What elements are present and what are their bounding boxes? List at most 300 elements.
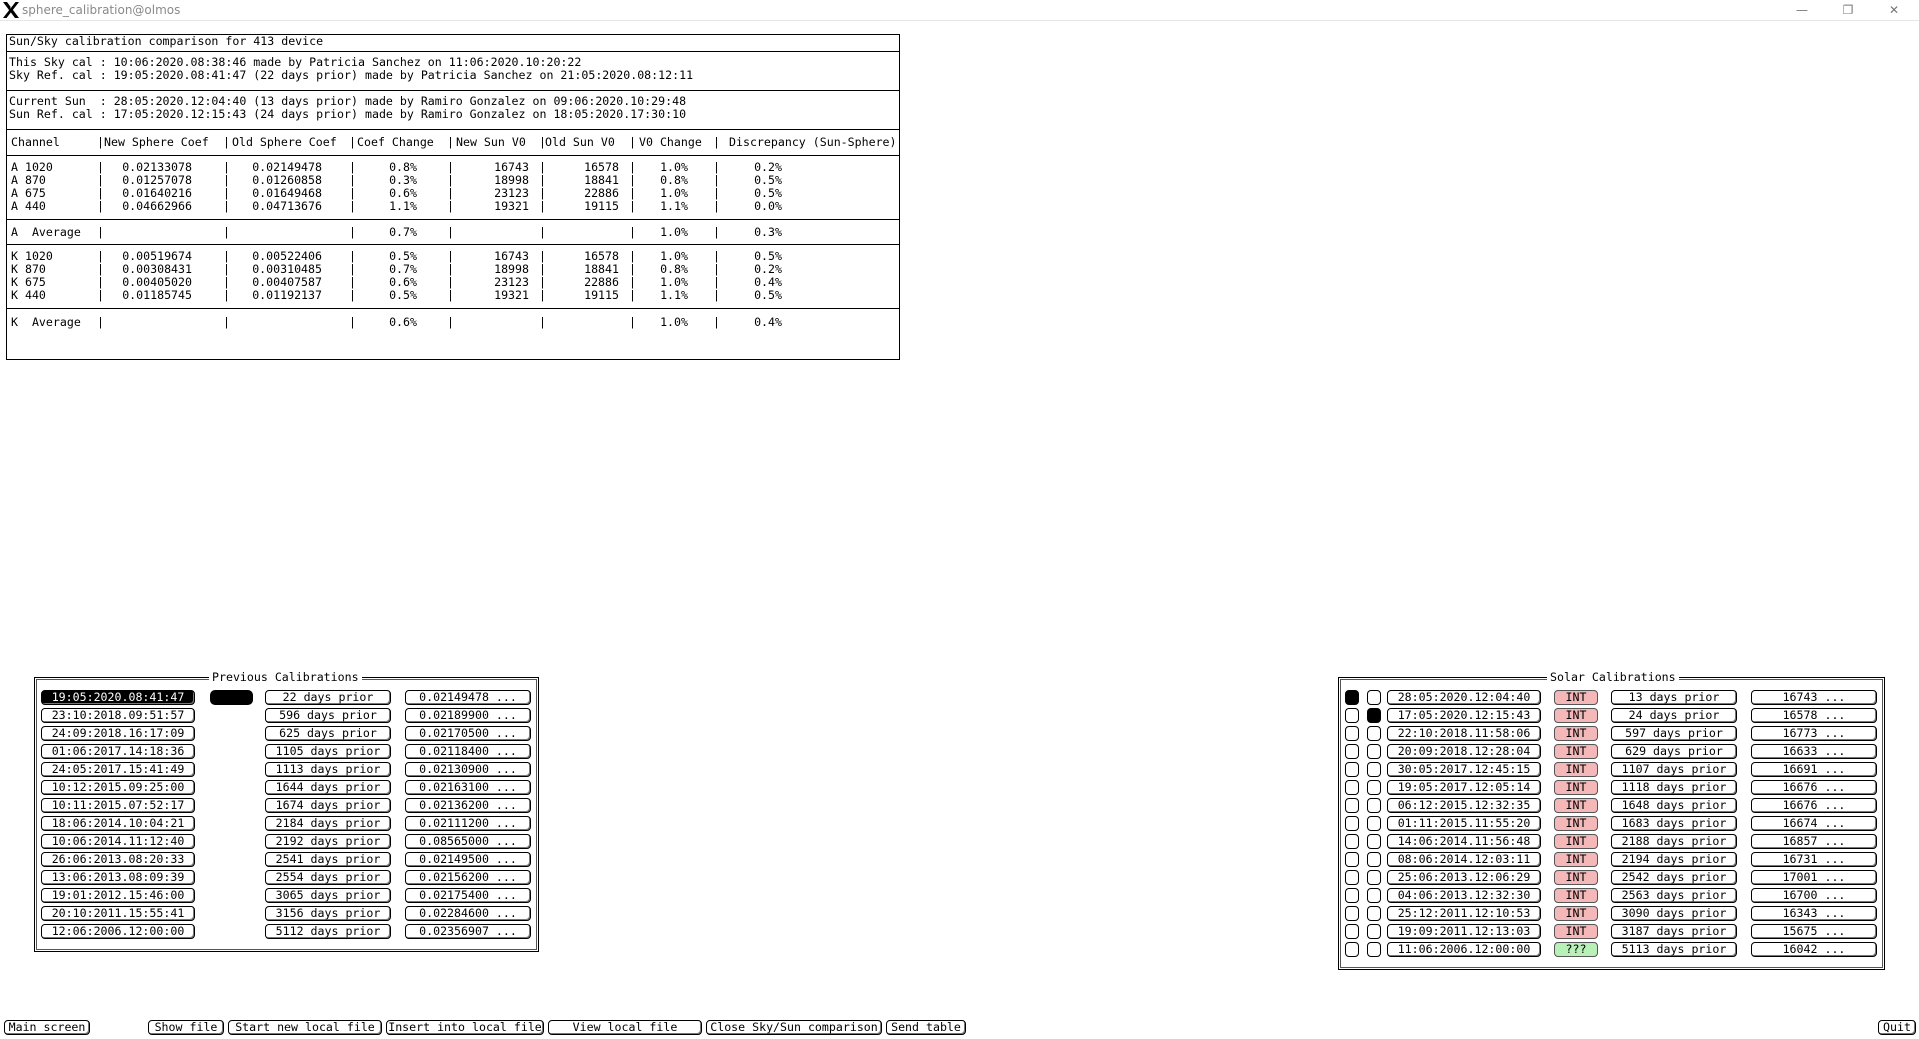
- solar-cal-date-button[interactable]: 19:05:2017.12:05:14: [1387, 780, 1541, 795]
- sky-ref-line: Sky Ref. cal : 19:05:2020.08:41:47 (22 days prior) made by Patricia Sanchez on 21:05:2020.08:12:11: [9, 68, 694, 82]
- view-local-file-button[interactable]: View local file: [548, 1020, 702, 1035]
- column-separator: |: [223, 199, 230, 213]
- previous-cal-value-button[interactable]: 0.02136200 ...: [405, 798, 531, 813]
- column-separator: |: [447, 135, 454, 149]
- table-row: [9, 262, 899, 275]
- solar-cal-prior-button[interactable]: 1683 days prior: [1611, 816, 1737, 831]
- previous-cal-prior-button[interactable]: 1105 days prior: [265, 744, 391, 759]
- sun-ref-line: Sun Ref. cal : 17:05:2020.12:15:43 (24 days prior) made by Ramiro Gonzalez on 18:05:2020.17:30:10: [9, 107, 687, 121]
- cell-5: 22886: [584, 275, 619, 289]
- previous-cal-prior-button[interactable]: 3156 days prior: [265, 906, 391, 921]
- cell-5: 19115: [584, 199, 619, 213]
- current-sun-radio[interactable]: [1345, 762, 1359, 777]
- previous-cal-value-button[interactable]: 0.02356907 ...: [405, 924, 531, 939]
- solar-cal-value-button[interactable]: 16343 ...: [1751, 906, 1877, 921]
- cell-1: 0.00308431: [122, 262, 192, 276]
- column-separator: |: [97, 173, 104, 187]
- cell-4: 23123: [494, 186, 529, 200]
- aod-average-row: [7, 220, 899, 245]
- reference-sun-radio[interactable]: [1367, 690, 1381, 705]
- previous-cal-prior-button[interactable]: 3065 days prior: [265, 888, 391, 903]
- cell-0: K Average: [11, 315, 81, 329]
- solar-cal-value-button[interactable]: 16691 ...: [1751, 762, 1877, 777]
- column-separator: |: [713, 249, 720, 263]
- cell-1: 0.01640216: [122, 186, 192, 200]
- cell-3: 0.6%: [389, 275, 417, 289]
- cell-4: 23123: [494, 275, 529, 289]
- cell-4: 18998: [494, 262, 529, 276]
- column-separator: |: [97, 199, 104, 213]
- previous-cal-date-button[interactable]: 23:10:2018.09:51:57: [41, 708, 195, 723]
- k-average-row: [7, 309, 899, 357]
- cell-3: 0.6%: [389, 186, 417, 200]
- solar-cal-date-button[interactable]: 06:12:2015.12:32:35: [1387, 798, 1541, 813]
- column-separator: |: [97, 135, 104, 149]
- current-sun-radio[interactable]: [1345, 906, 1359, 921]
- cell-4: 19321: [494, 199, 529, 213]
- cell-6: 1.0%: [660, 315, 688, 329]
- solar-cal-value-button[interactable]: 16676 ...: [1751, 780, 1877, 795]
- cell-0: K 675: [11, 275, 46, 289]
- column-separator: |: [447, 186, 454, 200]
- previous-cal-value-button[interactable]: 0.02284600 ...: [405, 906, 531, 921]
- show-file-button[interactable]: Show file: [148, 1020, 224, 1035]
- solar-cal-date-button[interactable]: 19:09:2011.12:13:03: [1387, 924, 1541, 939]
- cell-7: 0.5%: [754, 186, 782, 200]
- column-separator: |: [713, 135, 720, 149]
- column-separator: |: [713, 173, 720, 187]
- solar-cal-value-button[interactable]: 16674 ...: [1751, 816, 1877, 831]
- solar-cal-value-button[interactable]: 16857 ...: [1751, 834, 1877, 849]
- reference-sun-radio[interactable]: [1367, 744, 1381, 759]
- insert-into-local-file-button[interactable]: Insert into local file: [386, 1020, 544, 1035]
- previous-cal-value-button[interactable]: 0.02149500 ...: [405, 852, 531, 867]
- cell-6: 0.8%: [660, 173, 688, 187]
- previous-cal-date-button[interactable]: 10:12:2015.09:25:00: [41, 780, 195, 795]
- cell-6: 1.1%: [660, 199, 688, 213]
- solar-cal-prior-button[interactable]: 2563 days prior: [1611, 888, 1737, 903]
- column-separator: |: [97, 262, 104, 276]
- previous-cal-date-button[interactable]: 24:09:2018.16:17:09: [41, 726, 195, 741]
- solar-calibrations-title: Solar Calibrations: [1547, 670, 1679, 684]
- solar-cal-value-button[interactable]: 17001 ...: [1751, 870, 1877, 885]
- header-4: New Sun V0: [456, 135, 526, 149]
- cell-3: 0.3%: [389, 173, 417, 187]
- previous-cal-date-button[interactable]: 18:06:2014.10:04:21: [41, 816, 195, 831]
- x11-logo-icon: [2, 1, 20, 19]
- cell-2: 0.01649468: [252, 186, 322, 200]
- column-separator: |: [447, 275, 454, 289]
- solar-cal-value-button[interactable]: 16773 ...: [1751, 726, 1877, 741]
- solar-cal-date-button[interactable]: 30:05:2017.12:45:15: [1387, 762, 1541, 777]
- column-separator: |: [629, 262, 636, 276]
- previous-cal-value-button[interactable]: 0.02118400 ...: [405, 744, 531, 759]
- column-separator: |: [223, 288, 230, 302]
- cell-5: 18841: [584, 262, 619, 276]
- current-sun-radio[interactable]: [1345, 780, 1359, 795]
- cell-1: 0.01257078: [122, 173, 192, 187]
- previous-cal-prior-button[interactable]: 22 days prior: [265, 690, 391, 705]
- solar-cal-type-badge[interactable]: INT: [1554, 708, 1598, 723]
- cell-1: 0.01185745: [122, 288, 192, 302]
- calibration-comparison-report: [6, 34, 900, 360]
- cell-1: 0.02133078: [122, 160, 192, 174]
- header-0: Channel: [11, 135, 60, 149]
- reference-sun-radio[interactable]: [1367, 870, 1381, 885]
- previous-cal-date-button[interactable]: 24:05:2017.15:41:49: [41, 762, 195, 777]
- cell-3: 0.7%: [389, 225, 417, 239]
- previous-cal-value-button[interactable]: 0.02189900 ...: [405, 708, 531, 723]
- reference-sun-radio[interactable]: [1367, 816, 1381, 831]
- restore-icon[interactable]: ❐: [1842, 3, 1854, 17]
- previous-cal-prior-button[interactable]: 1113 days prior: [265, 762, 391, 777]
- column-separator: |: [223, 275, 230, 289]
- reference-sun-radio[interactable]: [1367, 834, 1381, 849]
- cell-7: 0.5%: [754, 249, 782, 263]
- cell-6: 1.0%: [660, 275, 688, 289]
- column-separator: |: [223, 249, 230, 263]
- column-separator: |: [539, 186, 546, 200]
- cell-2: 0.01260858: [252, 173, 322, 187]
- column-separator: |: [97, 160, 104, 174]
- current-sun-radio[interactable]: [1345, 708, 1359, 723]
- current-sun-radio[interactable]: [1345, 744, 1359, 759]
- column-separator: |: [539, 225, 546, 239]
- solar-cal-date-button[interactable]: 22:10:2018.11:58:06: [1387, 726, 1541, 741]
- solar-cal-prior-button[interactable]: 3187 days prior: [1611, 924, 1737, 939]
- solar-cal-type-badge[interactable]: INT: [1554, 888, 1598, 903]
- cell-6: 1.0%: [660, 160, 688, 174]
- solar-cal-date-button[interactable]: 04:06:2013.12:32:30: [1387, 888, 1541, 903]
- cell-7: 0.4%: [754, 275, 782, 289]
- main-screen-button[interactable]: Main screen: [4, 1020, 90, 1035]
- table-row: [9, 160, 899, 173]
- previous-cal-value-button[interactable]: 0.02130900 ...: [405, 762, 531, 777]
- reference-sun-radio[interactable]: [1367, 762, 1381, 777]
- reference-sun-radio[interactable]: [1367, 942, 1381, 957]
- cell-1: 0.04662966: [122, 199, 192, 213]
- cell-6: 1.0%: [660, 225, 688, 239]
- cell-5: 22886: [584, 186, 619, 200]
- column-separator: |: [629, 186, 636, 200]
- previous-cal-value-button[interactable]: 0.08565000 ...: [405, 834, 531, 849]
- column-separator: |: [223, 186, 230, 200]
- previous-cal-date-button[interactable]: 19:05:2020.08:41:47: [41, 690, 195, 705]
- previous-cal-date-button[interactable]: 10:06:2014.11:12:40: [41, 834, 195, 849]
- column-separator: |: [713, 315, 720, 329]
- cell-2: 0.00522406: [252, 249, 322, 263]
- sky-cal-line: This Sky cal : 10:06:2020.08:38:46 made by Patricia Sanchez on 11:06:2020.10:20:22: [9, 55, 582, 69]
- column-separator: |: [223, 262, 230, 276]
- solar-cal-date-button[interactable]: 01:11:2015.11:55:20: [1387, 816, 1541, 831]
- solar-cal-type-badge[interactable]: INT: [1554, 870, 1598, 885]
- cell-4: 18998: [494, 173, 529, 187]
- column-separator: |: [713, 199, 720, 213]
- previous-cal-date-button[interactable]: 20:10:2011.15:55:41: [41, 906, 195, 921]
- previous-cal-date-button[interactable]: 10:11:2015.07:52:17: [41, 798, 195, 813]
- column-separator: |: [629, 275, 636, 289]
- solar-cal-type-badge[interactable]: INT: [1554, 834, 1598, 849]
- solar-cal-prior-button[interactable]: 3090 days prior: [1611, 906, 1737, 921]
- column-separator: |: [539, 199, 546, 213]
- reference-sun-radio[interactable]: [1367, 726, 1381, 741]
- column-separator: |: [539, 135, 546, 149]
- previous-cal-prior-button[interactable]: 2541 days prior: [265, 852, 391, 867]
- table-row: [9, 225, 899, 238]
- cell-7: 0.2%: [754, 160, 782, 174]
- column-separator: |: [713, 160, 720, 174]
- solar-cal-type-badge[interactable]: ???: [1554, 942, 1598, 957]
- current-sun-radio[interactable]: [1345, 924, 1359, 939]
- current-sun-radio[interactable]: [1345, 888, 1359, 903]
- table-row: [9, 249, 899, 262]
- table-header-row: [9, 135, 899, 148]
- previous-cal-value-button[interactable]: 0.02163100 ...: [405, 780, 531, 795]
- cell-6: 1.0%: [660, 249, 688, 263]
- cell-2: 0.02149478: [252, 160, 322, 174]
- current-sun-radio[interactable]: [1345, 816, 1359, 831]
- column-separator: |: [539, 249, 546, 263]
- cell-1: 0.00405020: [122, 275, 192, 289]
- solar-cal-prior-button[interactable]: 629 days prior: [1611, 744, 1737, 759]
- solar-cal-date-button[interactable]: 11:06:2006.12:00:00: [1387, 942, 1541, 957]
- previous-cal-prior-button[interactable]: 2184 days prior: [265, 816, 391, 831]
- header-2: Old Sphere Coef: [232, 135, 337, 149]
- column-separator: |: [447, 199, 454, 213]
- column-separator: |: [539, 315, 546, 329]
- solar-cal-value-button[interactable]: 16633 ...: [1751, 744, 1877, 759]
- current-sun-radio[interactable]: [1345, 942, 1359, 957]
- table-row: [9, 173, 899, 186]
- column-separator: |: [349, 186, 356, 200]
- current-sun-radio[interactable]: [1345, 798, 1359, 813]
- table-row: [9, 288, 899, 301]
- previous-cal-prior-button[interactable]: 1644 days prior: [265, 780, 391, 795]
- previous-calibrations-group: [34, 670, 539, 952]
- current-sun-radio[interactable]: [1345, 852, 1359, 867]
- cell-2: 0.00310485: [252, 262, 322, 276]
- solar-cal-prior-button[interactable]: 597 days prior: [1611, 726, 1737, 741]
- solar-cal-prior-button[interactable]: 13 days prior: [1611, 690, 1737, 705]
- solar-cal-prior-button[interactable]: 2542 days prior: [1611, 870, 1737, 885]
- cell-7: 0.4%: [754, 315, 782, 329]
- solar-cal-type-badge[interactable]: INT: [1554, 744, 1598, 759]
- reference-sun-radio[interactable]: [1367, 852, 1381, 867]
- solar-cal-prior-button[interactable]: 5113 days prior: [1611, 942, 1737, 957]
- header-7: Discrepancy (Sun-Sphere): [729, 135, 897, 149]
- column-separator: |: [447, 249, 454, 263]
- previous-cal-date-button[interactable]: 26:06:2013.08:20:33: [41, 852, 195, 867]
- solar-calibrations-group: [1338, 670, 1885, 970]
- solar-cal-type-badge[interactable]: INT: [1554, 780, 1598, 795]
- quit-button[interactable]: Quit: [1878, 1020, 1916, 1035]
- solar-cal-prior-button[interactable]: 24 days prior: [1611, 708, 1737, 723]
- column-separator: |: [539, 275, 546, 289]
- previous-cal-prior-button[interactable]: 596 days prior: [265, 708, 391, 723]
- solar-cal-value-button[interactable]: 16700 ...: [1751, 888, 1877, 903]
- previous-cal-prior-button[interactable]: 2554 days prior: [265, 870, 391, 885]
- cell-2: 0.04713676: [252, 199, 322, 213]
- solar-cal-prior-button[interactable]: 1118 days prior: [1611, 780, 1737, 795]
- column-separator: |: [447, 315, 454, 329]
- column-separator: |: [97, 186, 104, 200]
- cell-7: 0.5%: [754, 288, 782, 302]
- solar-cal-date-button[interactable]: 25:06:2013.12:06:29: [1387, 870, 1541, 885]
- solar-cal-prior-button[interactable]: 2188 days prior: [1611, 834, 1737, 849]
- previous-cal-value-button[interactable]: 0.02111200 ...: [405, 816, 531, 831]
- cell-7: 0.5%: [754, 173, 782, 187]
- column-separator: |: [629, 160, 636, 174]
- previous-cal-value-button[interactable]: 0.02170500 ...: [405, 726, 531, 741]
- previous-cal-prior-button[interactable]: 5112 days prior: [265, 924, 391, 939]
- cell-1: 0.00519674: [122, 249, 192, 263]
- column-separator: |: [349, 288, 356, 302]
- solar-cal-prior-button[interactable]: 1107 days prior: [1611, 762, 1737, 777]
- column-separator: |: [223, 160, 230, 174]
- column-separator: |: [629, 199, 636, 213]
- solar-cal-prior-button[interactable]: 2194 days prior: [1611, 852, 1737, 867]
- previous-cal-date-button[interactable]: 01:06:2017.14:18:36: [41, 744, 195, 759]
- current-sun-radio[interactable]: [1345, 726, 1359, 741]
- previous-cal-date-button[interactable]: 12:06:2006.12:00:00: [41, 924, 195, 939]
- solar-cal-type-badge[interactable]: INT: [1554, 798, 1598, 813]
- solar-cal-value-button[interactable]: 16743 ...: [1751, 690, 1877, 705]
- minimize-icon[interactable]: —: [1796, 3, 1808, 17]
- solar-cal-date-button[interactable]: 20:09:2018.12:28:04: [1387, 744, 1541, 759]
- reference-sun-radio[interactable]: [1367, 906, 1381, 921]
- cell-5: 16578: [584, 249, 619, 263]
- cell-0: A 440: [11, 199, 46, 213]
- column-separator: |: [713, 225, 720, 239]
- table-row: [9, 315, 899, 328]
- cell-5: 16578: [584, 160, 619, 174]
- table-row: [9, 275, 899, 288]
- reference-sun-radio[interactable]: [1367, 924, 1381, 939]
- cell-4: 16743: [494, 249, 529, 263]
- solar-cal-date-button[interactable]: 14:06:2014.11:56:48: [1387, 834, 1541, 849]
- column-separator: |: [349, 199, 356, 213]
- cell-2: 0.00407587: [252, 275, 322, 289]
- previous-cal-date-button[interactable]: 19:01:2012.15:46:00: [41, 888, 195, 903]
- previous-cal-value-button[interactable]: 0.02156200 ...: [405, 870, 531, 885]
- column-separator: |: [629, 249, 636, 263]
- previous-cal-prior-button[interactable]: 625 days prior: [265, 726, 391, 741]
- solar-cal-prior-button[interactable]: 1648 days prior: [1611, 798, 1737, 813]
- column-separator: |: [447, 173, 454, 187]
- reference-sun-radio[interactable]: [1367, 708, 1381, 723]
- solar-cal-value-button[interactable]: 16676 ...: [1751, 798, 1877, 813]
- column-separator: |: [629, 315, 636, 329]
- window-title: sphere_calibration@olmos: [22, 3, 181, 17]
- column-separator: |: [97, 249, 104, 263]
- close-sky-sun-comparison-button[interactable]: Close Sky/Sun comparison: [706, 1020, 882, 1035]
- column-separator: |: [349, 225, 356, 239]
- cell-7: 0.3%: [754, 225, 782, 239]
- previous-cal-value-button[interactable]: 0.02149478 ...: [405, 690, 531, 705]
- start-new-local-file-button[interactable]: Start new local file: [228, 1020, 382, 1035]
- cell-6: 0.8%: [660, 262, 688, 276]
- reference-sun-radio[interactable]: [1367, 888, 1381, 903]
- solar-cal-type-badge[interactable]: INT: [1554, 906, 1598, 921]
- cell-0: K 440: [11, 288, 46, 302]
- cell-3: 0.7%: [389, 262, 417, 276]
- column-separator: |: [223, 173, 230, 187]
- previous-cal-date-button[interactable]: 13:06:2013.08:09:39: [41, 870, 195, 885]
- cell-6: 1.0%: [660, 186, 688, 200]
- column-separator: |: [349, 160, 356, 174]
- current-sun-radio[interactable]: [1345, 690, 1359, 705]
- solar-cal-value-button[interactable]: 15675 ...: [1751, 924, 1877, 939]
- cell-6: 1.1%: [660, 288, 688, 302]
- solar-cal-date-button[interactable]: 17:05:2020.12:15:43: [1387, 708, 1541, 723]
- column-separator: |: [97, 275, 104, 289]
- cell-0: A 675: [11, 186, 46, 200]
- reference-sun-radio[interactable]: [1367, 780, 1381, 795]
- previous-cal-prior-button[interactable]: 1674 days prior: [265, 798, 391, 813]
- column-separator: |: [539, 262, 546, 276]
- cell-5: 19115: [584, 288, 619, 302]
- solar-cal-type-badge[interactable]: INT: [1554, 726, 1598, 741]
- solar-cal-type-badge[interactable]: INT: [1554, 852, 1598, 867]
- column-separator: |: [713, 262, 720, 276]
- cell-5: 18841: [584, 173, 619, 187]
- report-title: Sun/Sky calibration comparison for 413 device: [9, 34, 324, 48]
- solar-cal-type-badge[interactable]: INT: [1554, 690, 1598, 705]
- column-separator: |: [223, 315, 230, 329]
- current-sun-line: Current Sun : 28:05:2020.12:04:40 (13 days prior) made by Ramiro Gonzalez on 09:06:2020.10:29:48: [9, 94, 687, 108]
- column-separator: |: [447, 262, 454, 276]
- solar-cal-value-button[interactable]: 16578 ...: [1751, 708, 1877, 723]
- solar-cal-type-badge[interactable]: INT: [1554, 762, 1598, 777]
- previous-calibrations-title: Previous Calibrations: [209, 670, 362, 684]
- column-separator: |: [539, 288, 546, 302]
- cell-4: 16743: [494, 160, 529, 174]
- send-table-button[interactable]: Send table: [886, 1020, 966, 1035]
- cell-3: 0.8%: [389, 160, 417, 174]
- reference-sun-radio[interactable]: [1367, 798, 1381, 813]
- solar-cal-date-button[interactable]: 28:05:2020.12:04:40: [1387, 690, 1541, 705]
- current-sun-radio[interactable]: [1345, 870, 1359, 885]
- close-icon[interactable]: ✕: [1888, 3, 1900, 17]
- column-separator: |: [629, 225, 636, 239]
- cell-2: 0.01192137: [252, 288, 322, 302]
- solar-cal-value-button[interactable]: 16042 ...: [1751, 942, 1877, 957]
- solar-cal-date-button[interactable]: 25:12:2011.12:10:53: [1387, 906, 1541, 921]
- column-separator: |: [97, 288, 104, 302]
- column-separator: |: [713, 288, 720, 302]
- cell-7: 0.2%: [754, 262, 782, 276]
- column-separator: |: [629, 173, 636, 187]
- previous-cal-value-button[interactable]: 0.02175400 ...: [405, 888, 531, 903]
- solar-cal-date-button[interactable]: 08:06:2014.12:03:11: [1387, 852, 1541, 867]
- column-separator: |: [349, 135, 356, 149]
- column-separator: |: [97, 315, 104, 329]
- cell-7: 0.0%: [754, 199, 782, 213]
- k-channel-rows: [7, 245, 899, 309]
- column-separator: |: [539, 173, 546, 187]
- current-sun-radio[interactable]: [1345, 834, 1359, 849]
- column-separator: |: [223, 225, 230, 239]
- cell-0: A Average: [11, 225, 81, 239]
- solar-cal-type-badge[interactable]: INT: [1554, 924, 1598, 939]
- solar-cal-value-button[interactable]: 16731 ...: [1751, 852, 1877, 867]
- column-separator: |: [713, 275, 720, 289]
- previous-cal-prior-button[interactable]: 2192 days prior: [265, 834, 391, 849]
- solar-cal-type-badge[interactable]: INT: [1554, 816, 1598, 831]
- window-titlebar: [0, 0, 1919, 21]
- column-separator: |: [447, 160, 454, 174]
- column-separator: |: [349, 315, 356, 329]
